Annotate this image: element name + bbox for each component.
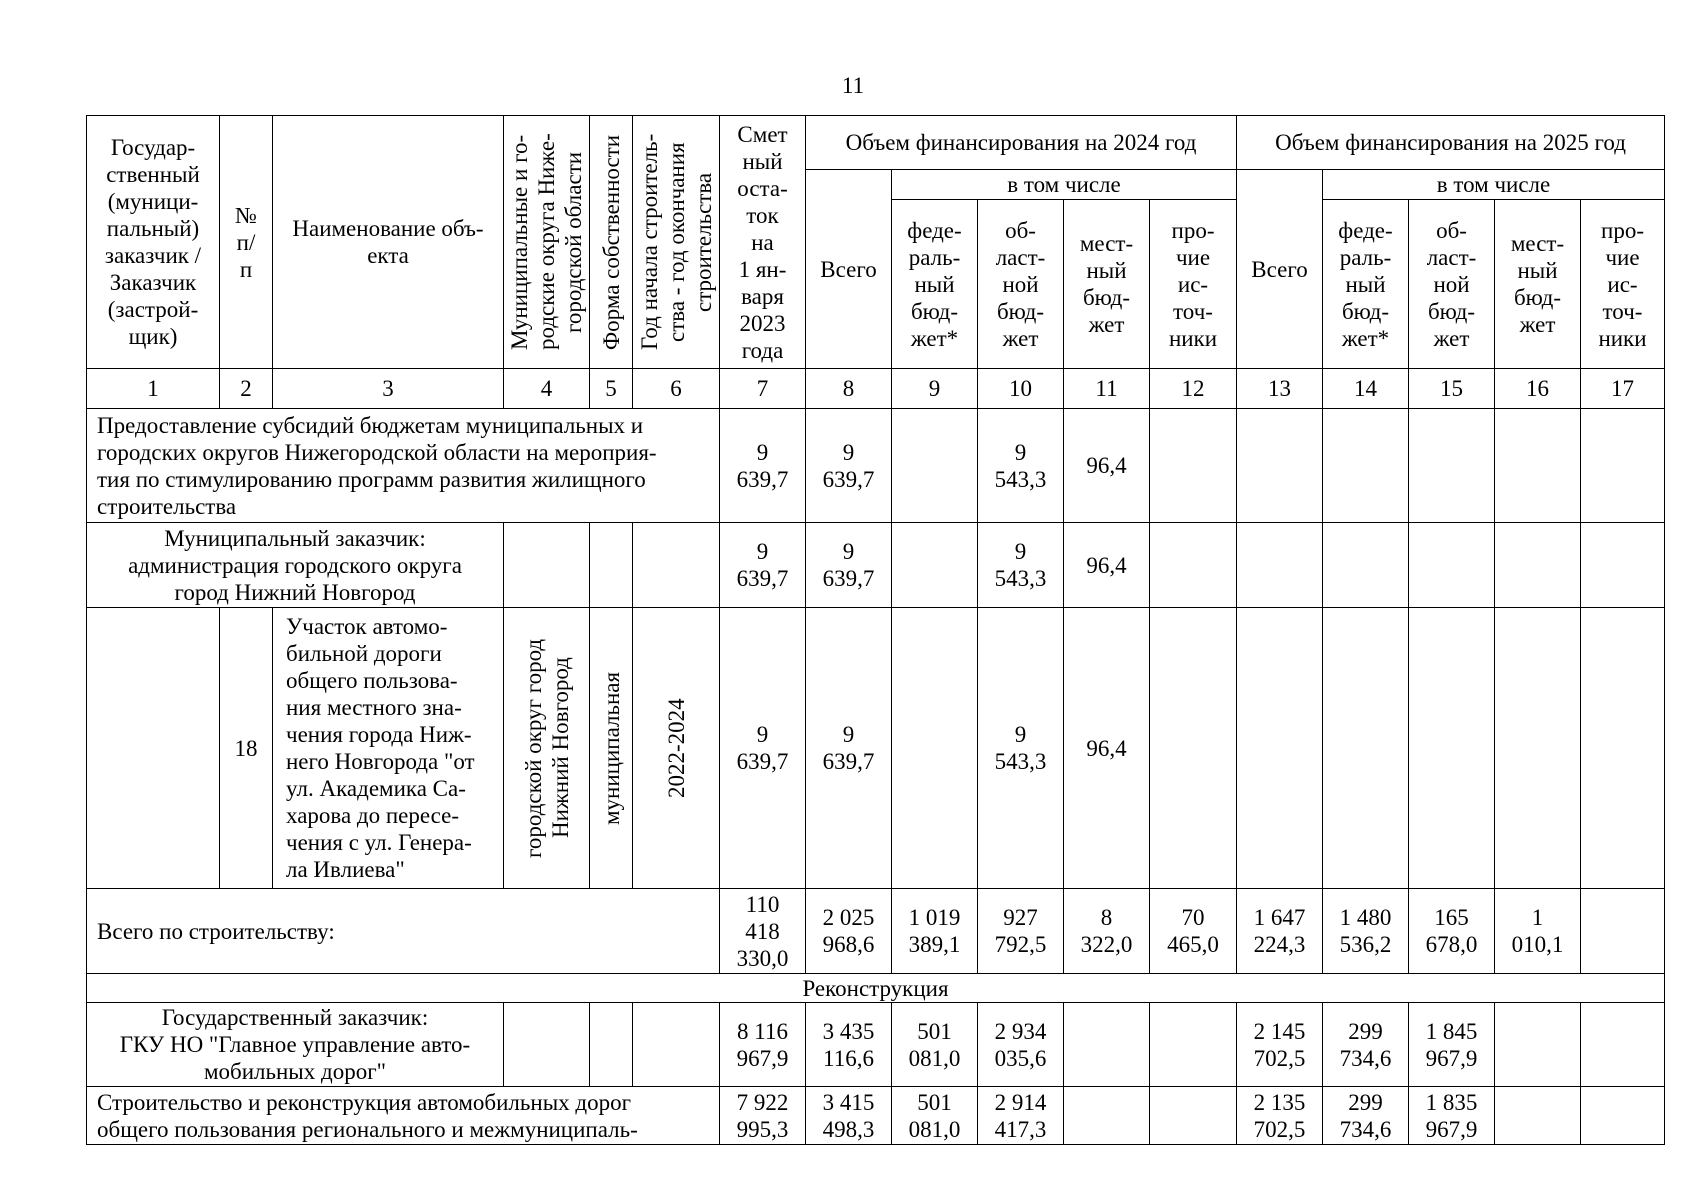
column-number-row [87, 369, 1665, 409]
cell-local-2024: 96,4 [1064, 608, 1150, 889]
row-label-municipal-customer: Муниципальный заказчик: администрация городского округа город Нижний Новгород [87, 523, 504, 608]
header-federal-2024: феде- раль- ный бюд- жет* [892, 200, 978, 369]
header-years [633, 116, 720, 369]
cell-regional-2024: 2 934 035,6 [978, 1003, 1064, 1087]
cell-local-2025 [1495, 608, 1581, 889]
empty-cell [504, 523, 590, 608]
cell-estimate-balance: 8 116 967,9 [720, 1003, 806, 1087]
header-ownership [590, 116, 633, 369]
cell-regional-2025 [1409, 523, 1495, 608]
cell-other-2024 [1150, 1087, 1237, 1145]
cell-estimate-balance: 7 922 995,3 [720, 1087, 806, 1145]
cell-total-2024: 9 639,7 [806, 608, 892, 889]
empty-cell [633, 1003, 720, 1087]
header-districts [504, 116, 590, 369]
section-title: Реконструкция [87, 974, 1665, 1003]
cell-total-2025 [1237, 608, 1323, 889]
cell-federal-2025 [1323, 608, 1409, 889]
cell-total-2024: 3 415 498,3 [806, 1087, 892, 1145]
column-number: 6 [633, 369, 720, 409]
financing-table [86, 115, 1665, 1145]
column-number: 17 [1581, 369, 1665, 409]
column-number: 2 [220, 369, 273, 409]
header-including-2025: в том числе [1323, 170, 1665, 200]
empty-cell [504, 1003, 590, 1087]
cell-other-2024 [1150, 523, 1237, 608]
column-number: 15 [1409, 369, 1495, 409]
cell-years-text: 2022-2024 [663, 698, 689, 798]
cell-total-2025 [1237, 523, 1323, 608]
header-object-name: Наименование объ- екта [273, 116, 504, 369]
empty-cell [633, 523, 720, 608]
column-number: 3 [273, 369, 504, 409]
header-customer: Государ- ственный (муници- пальный) заказчик / Заказчик (застрой- щик) [87, 116, 220, 369]
cell-federal-2024 [892, 523, 978, 608]
cell-local-2024: 8 322,0 [1064, 889, 1150, 974]
cell-federal-2025: 1 480 536,2 [1323, 889, 1409, 974]
cell-ownership-text: муниципальная [598, 671, 624, 825]
table-row [87, 608, 1665, 889]
table-row [87, 409, 1665, 523]
header-funding-2024: Объем финансирования на 2024 год [806, 116, 1237, 170]
cell-federal-2025: 299 734,6 [1323, 1003, 1409, 1087]
column-number: 12 [1150, 369, 1237, 409]
cell-object-name: Участок автомо- бильной дороги общего пользова- ния местного зна- чения города Ниж- него Новгорода "от ул. Академика Са- харова до пересе- чения с ул. Генера- ла Ивлиева" [273, 608, 504, 889]
cell-total-2024: 9 639,7 [806, 409, 892, 523]
cell-total-2025 [1237, 409, 1323, 523]
section-row [87, 974, 1665, 1003]
row-label-construction-total: Всего по строительству: [87, 889, 720, 974]
column-number: 10 [978, 369, 1064, 409]
cell-estimate-balance: 110 418 330,0 [720, 889, 806, 974]
cell-regional-2025: 1 845 967,9 [1409, 1003, 1495, 1087]
cell-other-2025 [1581, 1003, 1665, 1087]
cell-local-2024 [1064, 1003, 1150, 1087]
cell-other-2024 [1150, 409, 1237, 523]
cell-other-2024 [1150, 1003, 1237, 1087]
cell-local-2025 [1495, 409, 1581, 523]
cell-ownership [590, 608, 633, 889]
page-number: 11 [841, 73, 865, 98]
cell-other-2024 [1150, 608, 1237, 889]
cell-other-2025 [1581, 608, 1665, 889]
cell-other-2025 [1581, 523, 1665, 608]
cell-other-2025 [1581, 409, 1665, 523]
header-years-text: Год начала строитель- ства - год окончания строительства [636, 133, 716, 351]
column-number: 14 [1323, 369, 1409, 409]
cell-local-2025 [1495, 523, 1581, 608]
cell-estimate-balance: 9 639,7 [720, 523, 806, 608]
cell-local-2025 [1495, 1087, 1581, 1145]
cell-number: 18 [220, 608, 273, 889]
header-including-2024: в том числе [892, 170, 1237, 200]
cell-regional-2024: 9 543,3 [978, 409, 1064, 523]
cell-federal-2024: 1 019 389,1 [892, 889, 978, 974]
cell-total-2024: 2 025 968,6 [806, 889, 892, 974]
cell-total-2024: 9 639,7 [806, 523, 892, 608]
header-total-2025: Всего [1237, 170, 1323, 369]
cell-years [633, 608, 720, 889]
cell-estimate-balance: 9 639,7 [720, 409, 806, 523]
row-label-subsidies: Предоставление субсидий бюджетам муниципальных и городских округов Нижегородской области на мероприя- тия по стимулированию программ развития жилищного строительства [87, 409, 720, 523]
column-number: 13 [1237, 369, 1323, 409]
empty-cell [590, 1003, 633, 1087]
cell-regional-2024: 9 543,3 [978, 608, 1064, 889]
cell-other-2025 [1581, 889, 1665, 974]
header-total-2024: Всего [806, 170, 892, 369]
cell-total-2025: 1 647 224,3 [1237, 889, 1323, 974]
cell-other-2025 [1581, 1087, 1665, 1145]
cell-total-2025: 2 135 702,5 [1237, 1087, 1323, 1145]
header-row [87, 116, 1665, 170]
header-regional-2025: об- ласт- ной бюд- жет [1409, 200, 1495, 369]
empty-cell [590, 523, 633, 608]
cell-regional-2024: 927 792,5 [978, 889, 1064, 974]
cell-regional-2025: 165 678,0 [1409, 889, 1495, 974]
header-local-2025: мест- ный бюд- жет [1495, 200, 1581, 369]
header-federal-2025: феде- раль- ный бюд- жет* [1323, 200, 1409, 369]
cell-federal-2025 [1323, 523, 1409, 608]
column-number: 5 [590, 369, 633, 409]
cell-local-2025 [1495, 1003, 1581, 1087]
column-number: 4 [504, 369, 590, 409]
column-number: 9 [892, 369, 978, 409]
cell-federal-2024 [892, 409, 978, 523]
header-other-2025: про- чие ис- точ- ники [1581, 200, 1665, 369]
column-number: 7 [720, 369, 806, 409]
cell-regional-2024: 9 543,3 [978, 523, 1064, 608]
cell-local-2024 [1064, 1087, 1150, 1145]
row-label-state-customer: Государственный заказчик: ГКУ НО "Главное управление авто- мобильных дорог" [87, 1003, 504, 1087]
row-label-road-construction: Строительство и реконструкция автомобильных дорог общего пользования регионального и межмуниципаль- [87, 1087, 720, 1145]
header-number: № п/ п [220, 116, 273, 369]
empty-cell [87, 608, 220, 889]
table-row [87, 1087, 1665, 1145]
cell-total-2024: 3 435 116,6 [806, 1003, 892, 1087]
cell-total-2025: 2 145 702,5 [1237, 1003, 1323, 1087]
header-regional-2024: об- ласт- ной бюд- жет [978, 200, 1064, 369]
cell-federal-2024 [892, 608, 978, 889]
cell-local-2025: 1 010,1 [1495, 889, 1581, 974]
cell-regional-2024: 2 914 417,3 [978, 1087, 1064, 1145]
header-estimate-balance: Смет ный оста- ток на 1 ян- варя 2023 года [720, 116, 806, 369]
cell-other-2024: 70 465,0 [1150, 889, 1237, 974]
header-ownership-text: Форма собственности [598, 134, 624, 350]
cell-local-2024: 96,4 [1064, 523, 1150, 608]
table-row [87, 889, 1665, 974]
table-row [87, 1003, 1665, 1087]
cell-regional-2025: 1 835 967,9 [1409, 1087, 1495, 1145]
table-row [87, 523, 1665, 608]
cell-federal-2025: 299 734,6 [1323, 1087, 1409, 1145]
column-number: 8 [806, 369, 892, 409]
cell-federal-2024: 501 081,0 [892, 1087, 978, 1145]
cell-district [504, 608, 590, 889]
cell-regional-2025 [1409, 608, 1495, 889]
cell-federal-2024: 501 081,0 [892, 1003, 978, 1087]
cell-regional-2025 [1409, 409, 1495, 523]
column-number: 1 [87, 369, 220, 409]
header-districts-text: Муниципальные и го- родские округа Ниже- городской области [507, 133, 586, 351]
header-local-2024: мест- ный бюд- жет [1064, 200, 1150, 369]
cell-district-text: городской округ город Нижний Новгород [520, 638, 573, 858]
cell-local-2024: 96,4 [1064, 409, 1150, 523]
cell-estimate-balance: 9 639,7 [720, 608, 806, 889]
column-number: 11 [1064, 369, 1150, 409]
header-other-2024: про- чие ис- точ- ники [1150, 200, 1237, 369]
column-number: 16 [1495, 369, 1581, 409]
header-funding-2025: Объем финансирования на 2025 год [1237, 116, 1665, 170]
cell-federal-2025 [1323, 409, 1409, 523]
